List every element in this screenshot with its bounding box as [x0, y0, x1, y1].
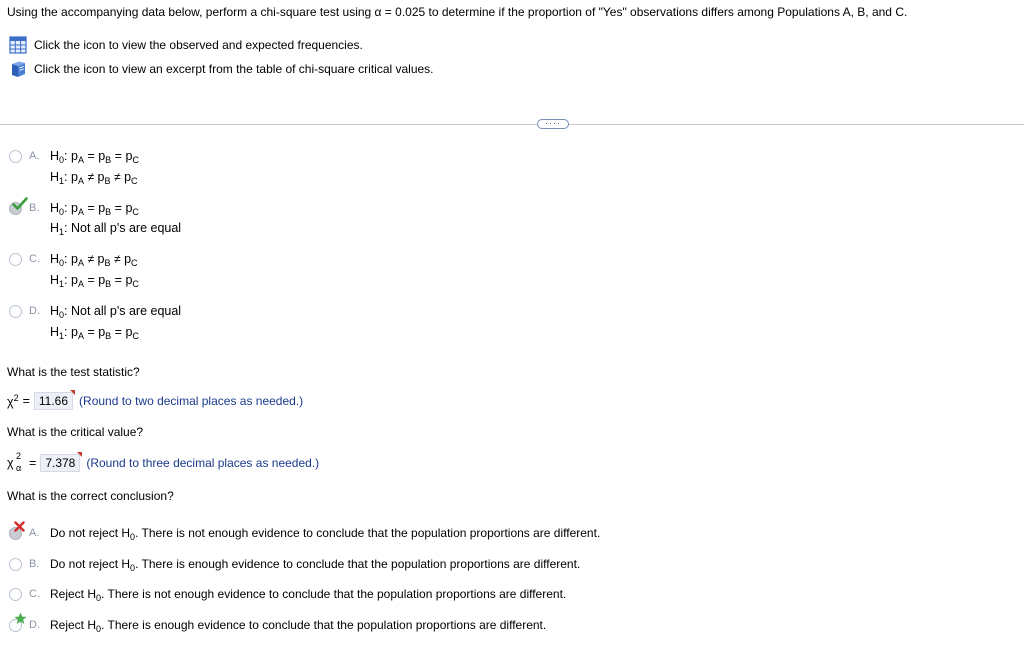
critical-value-line: χ 2 α = 7.378 (Round to three decimal places as needed.)	[7, 451, 320, 473]
conclusion-c-text: Reject $H_0$. There is not enough evidence to conclude that the population proportions are different.	[50, 587, 567, 603]
critical-value-hint: (Round to three decimal places as needed.)	[86, 456, 320, 470]
question-prompt: Using the accompanying data below, perform a chi-square test using α = 0.025 to determine if the proportion of "Yes" observations differs among Populations A, B, and C.	[7, 5, 908, 19]
test-statistic-line: $\chi^2$ = 11.66 (Round to two decimal places as needed.)	[7, 392, 303, 410]
test-statistic-hint: (Round to two decimal places as needed.)	[79, 394, 304, 408]
incorrect-x-icon	[14, 521, 25, 532]
section-divider	[0, 124, 1024, 125]
conclusion-letter-c: C.	[29, 588, 40, 600]
radio-hypothesis-a[interactable]	[9, 150, 22, 163]
test-statistic-input[interactable]: 11.66	[34, 392, 73, 410]
resource-critical-values[interactable]	[9, 60, 434, 78]
radio-conclusion-b[interactable]	[9, 558, 22, 571]
resource-frequencies[interactable]	[9, 36, 363, 54]
hypothesis-d-h0: $H_0$: Not all p's are equal	[50, 304, 182, 320]
correct-check-icon	[12, 197, 28, 211]
critical-value-input[interactable]: 7.378	[40, 454, 80, 472]
critical-value-question: What is the critical value?	[7, 425, 144, 439]
radio-conclusion-c[interactable]	[9, 588, 22, 601]
hypothesis-d-h1: $H_1$: $p_A = p_B = p_C$	[50, 325, 139, 341]
hypothesis-c-h1: $H_1$: $p_A = p_B = p_C$	[50, 273, 139, 289]
hypothesis-a-h0: $H_0$: $p_A = p_B = p_C$	[50, 149, 139, 165]
conclusion-letter-d: D.	[29, 619, 40, 631]
conclusion-d-text: Reject $H_0$. There is enough evidence to conclude that the population proportions are different.	[50, 618, 547, 634]
table-grid-icon[interactable]	[9, 36, 27, 54]
test-statistic-question: What is the test statistic?	[7, 365, 140, 379]
hypothesis-b-h0: $H_0$: $p_A = p_B = p_C$	[50, 201, 139, 217]
chi-symbol: $\chi^2$	[7, 392, 19, 410]
conclusion-a-text: Do not reject $H_0$. There is not enough evidence to conclude that the population proportions are different.	[50, 526, 601, 542]
expand-more-button[interactable]: ····	[537, 119, 569, 129]
correct-star-icon	[14, 612, 27, 625]
option-letter-c: C.	[29, 253, 40, 265]
book-icon[interactable]	[9, 60, 27, 78]
resource-frequencies-label[interactable]: Click the icon to view the observed and expected frequencies.	[34, 38, 363, 52]
resource-critical-values-label[interactable]: Click the icon to view an excerpt from the table of chi-square critical values.	[34, 62, 434, 76]
radio-hypothesis-c[interactable]	[9, 253, 22, 266]
radio-hypothesis-d[interactable]	[9, 305, 22, 318]
hypothesis-b-h1: $H_1$: Not all p's are equal	[50, 221, 182, 237]
conclusion-b-text: Do not reject $H_0$. There is enough evidence to conclude that the population proportions are different.	[50, 557, 581, 573]
conclusion-question: What is the correct conclusion?	[7, 489, 174, 503]
conclusion-letter-a: A.	[29, 527, 40, 539]
option-letter-a: A.	[29, 150, 40, 162]
hypothesis-a-h1: $H_1$: $p_A \ne p_B \ne p_C$	[50, 170, 138, 186]
option-letter-d: D.	[29, 305, 40, 317]
chi-alpha-symbol: χ 2 α	[7, 451, 22, 473]
conclusion-letter-b: B.	[29, 558, 40, 570]
option-letter-b: B.	[29, 202, 40, 214]
hypothesis-c-h0: $H_0$: $p_A \ne p_B \ne p_C$	[50, 252, 138, 268]
